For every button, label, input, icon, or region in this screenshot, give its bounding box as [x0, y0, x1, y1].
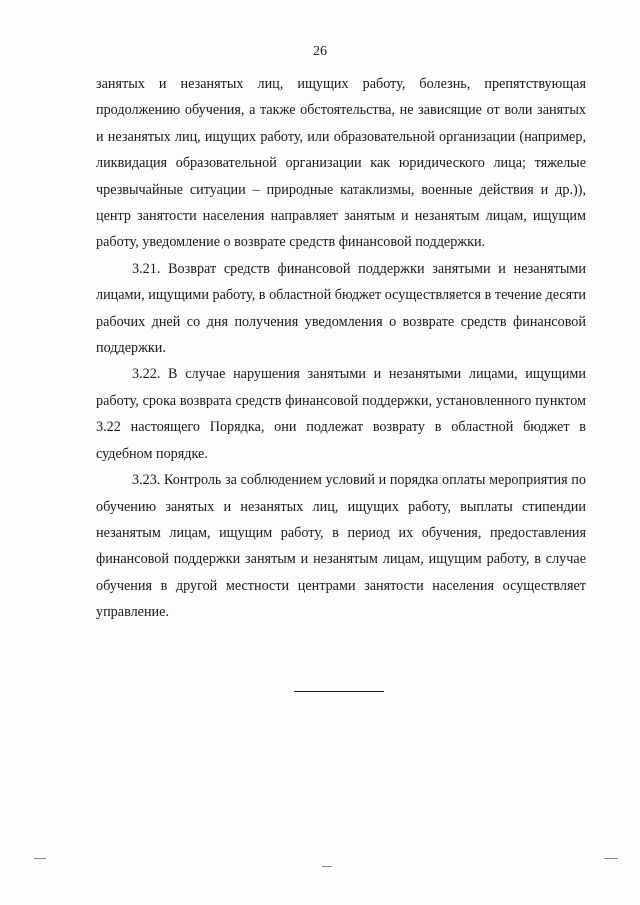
- paragraph-item-3-22: 3.22. В случае нарушения занятыми и незанятыми лицами, ищущими работу, срока возврата средств финансовой поддержки, установленного пунктом 3.22 настоящего Порядка, они подлежат возврату в областной бюджет в судебном порядке.: [96, 366, 586, 462]
- document-body: [96, 71, 586, 626]
- closing-separator-line: [294, 691, 384, 692]
- paragraph-item-3-21: 3.21. Возврат средств финансовой поддержки занятыми и незанятыми лицами, ищущими работу, в областной бюджет осуществляется в течение десяти рабочих дней со дня получения уведомления о возврате средств финансовой поддержки.: [96, 260, 586, 357]
- scan-speck: [604, 858, 618, 859]
- scan-speck: [322, 866, 332, 867]
- paragraph-item-3-23: 3.23. Контроль за соблюдением условий и порядка оплаты мероприятия по обучению занятых и незанятых лиц, ищущих работу, выплаты стипендии незанятым лицам, ищущим работу, в период их обучения, предоставления финансовой поддержки занятым и незанятым лицам, ищущим работу, в случае обучения в другой местности центрами занятости населения осуществляет управление.: [96, 472, 586, 621]
- page-number: 26: [313, 44, 327, 59]
- scan-speck: [34, 858, 46, 859]
- paragraph-continuation: занятых и незанятых лиц, ищущих работу, болезнь, препятствующая продолжению обучения, а также обстоятельства, не зависящие от воли занятых и незанятых лиц, ищущих работу, или образовательной организации (например, ликвидация образовательной организации как юридического лица; тяжелые чрезвычайные ситуации – природные катаклизмы, военные действия и др.)), центр занятости населения направляет занятым и незанятым лицам, ищущим работу, уведомление о возврате средств финансовой поддержки.: [96, 76, 586, 251]
